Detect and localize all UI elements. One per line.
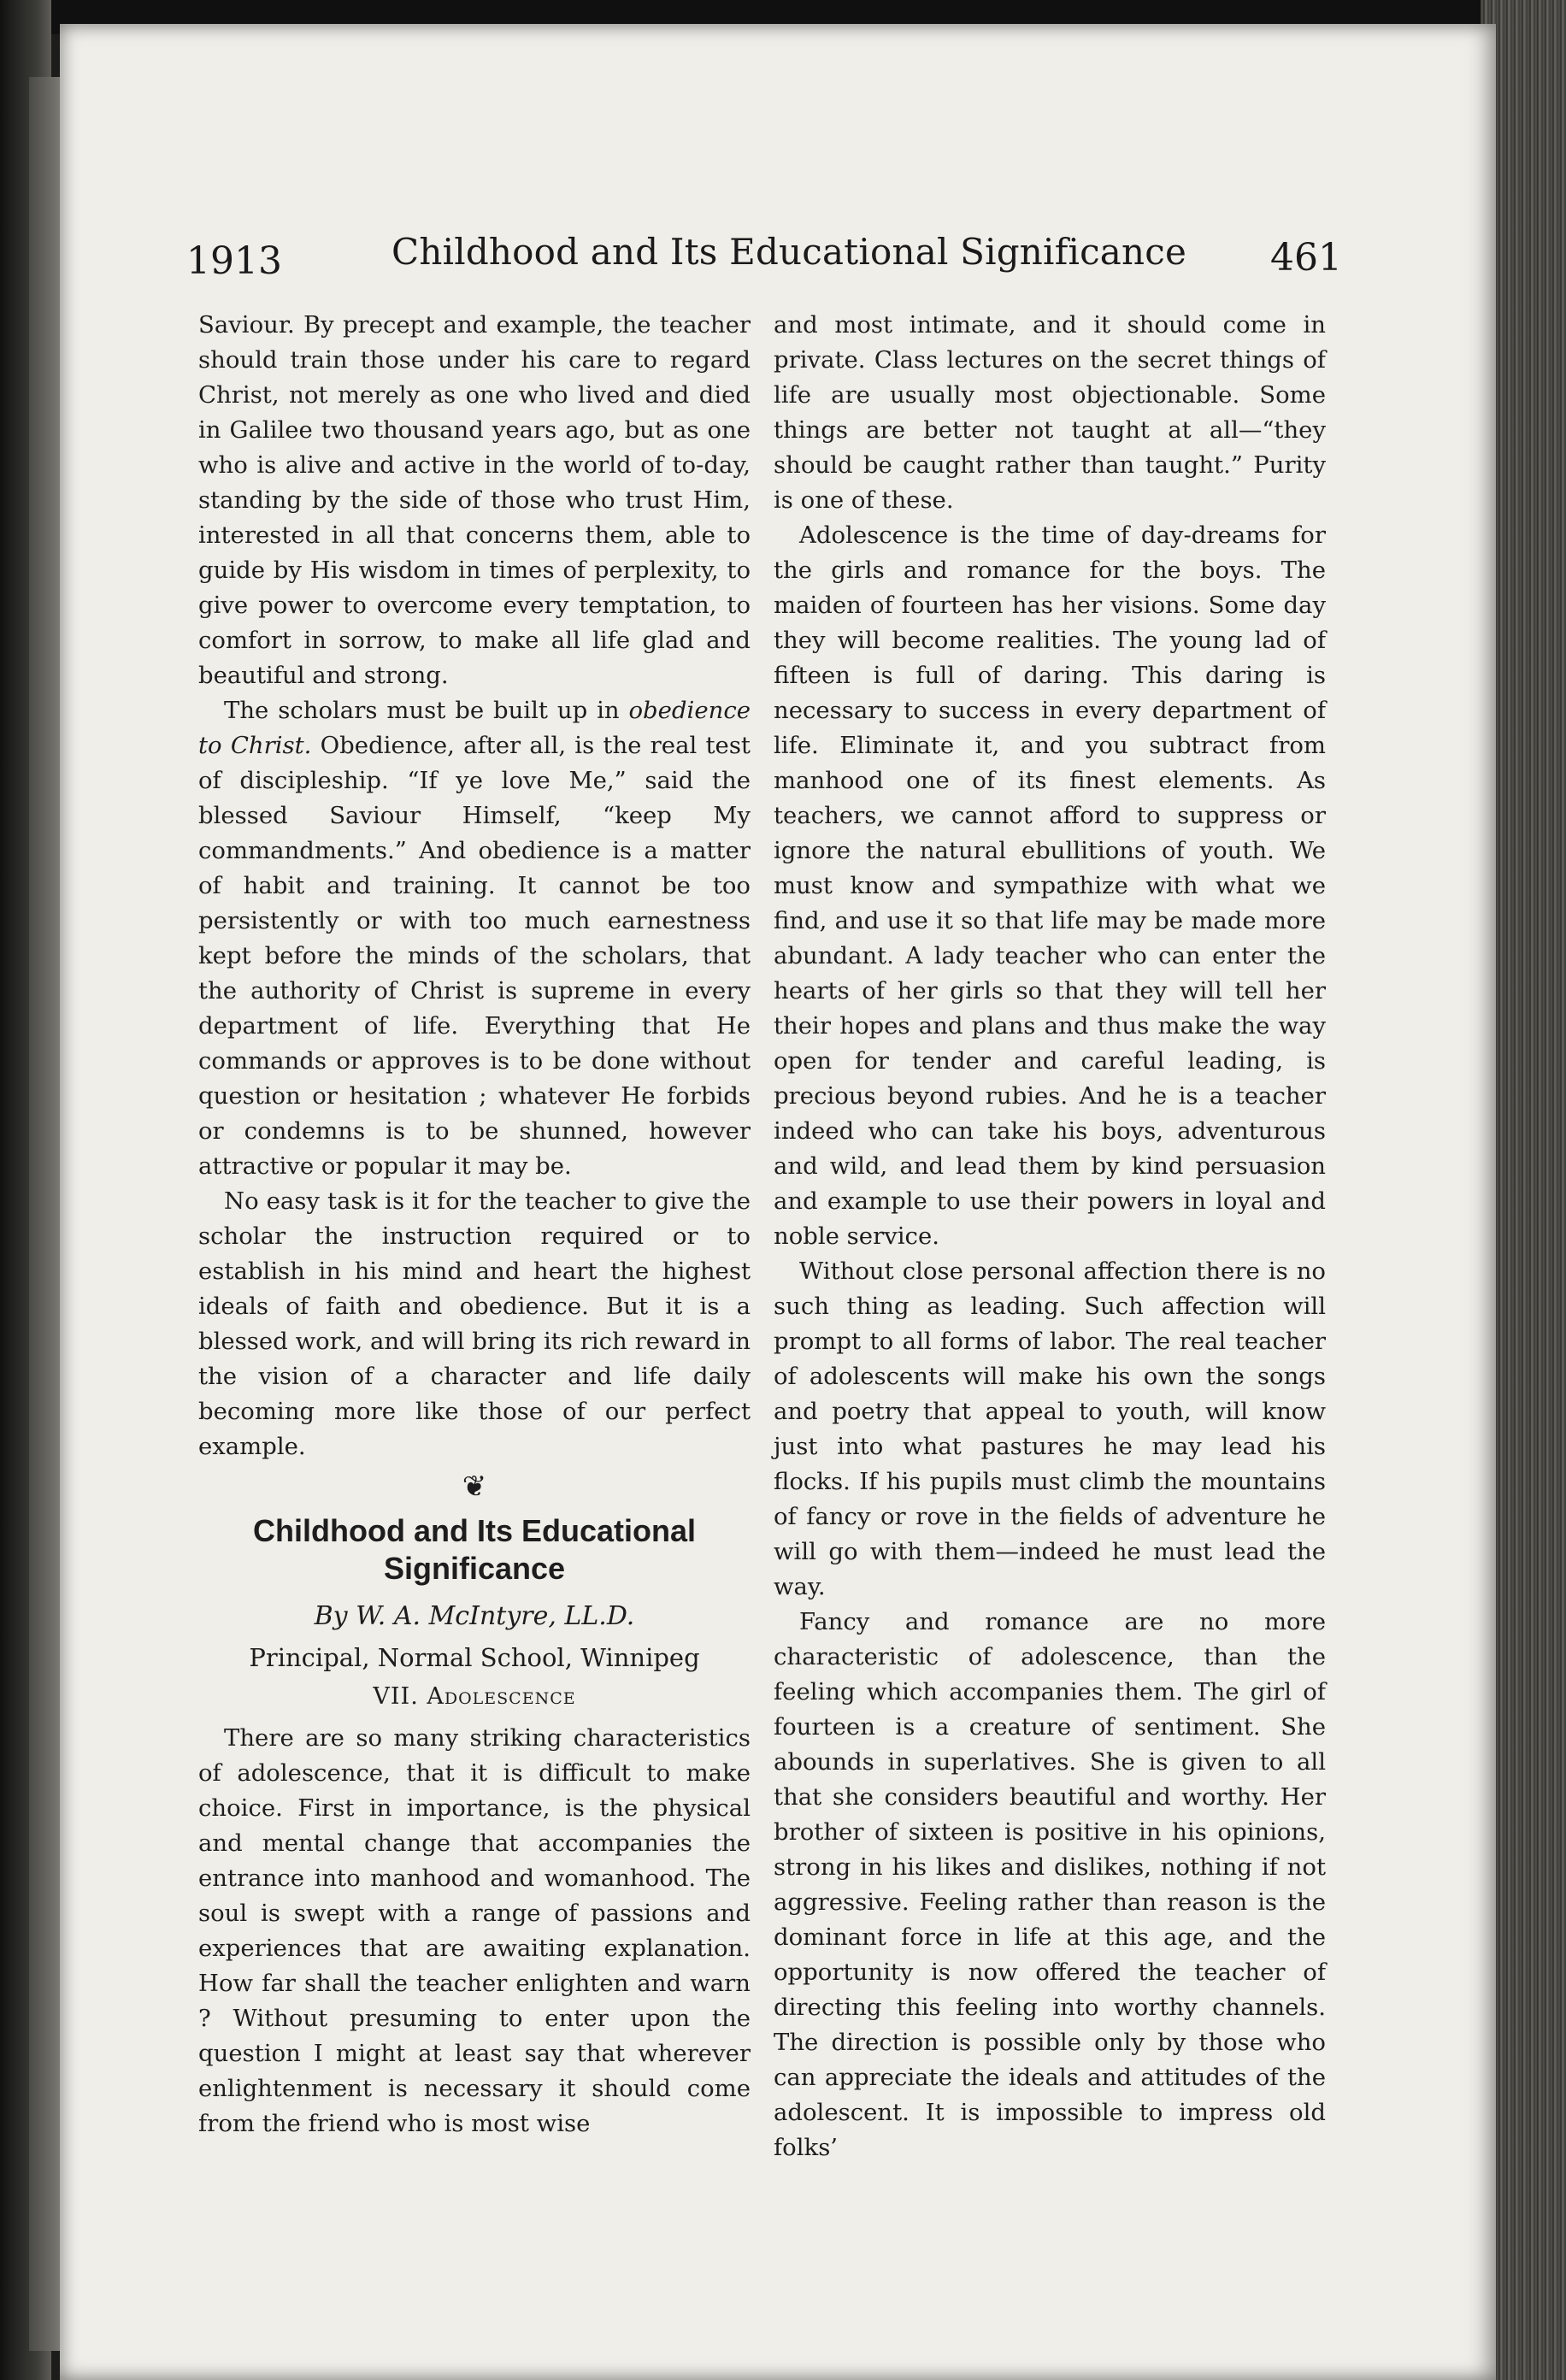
paragraph: and most intimate, and it should come in private. Class lectures on the secret things of life are usually most objectionable. Some things are better not taught at all—“they should be caught rather than taught.” Purity is one of these. [774, 311, 1326, 514]
paragraph: Fancy and romance are no more characteristic of adolescence, than the feeling which accompanies them. The girl of fourteen is a creature of sentiment. She abounds in superlatives. She is given to all that she considers beautiful and worthy. Her brother of sixteen is positive in his opinions, strong in his likes and dislikes, nothing if not aggressive. Feeling rather than reason is the dominant force in life at this age, and the opportunity is now offered the teacher of directing this feeling into worthy channels. The direction is possible only by those who can appreciate the ideals and attitudes of the adolescent. It is impossible to impress old folks’ [774, 1608, 1326, 2161]
author-byline: By W. A. McIntyre, LL.D. [314, 1601, 635, 1631]
header-year: 1913 [186, 239, 282, 283]
header-title: Childhood and Its Educational Significance [392, 231, 1187, 273]
page-number: 461 [1270, 236, 1342, 280]
paragraph [198, 693, 751, 1184]
paragraph: There are so many striking characteristics of adolescence, that it is difficult to make choice. First in importance, is the physical and mental change that accompanies the entrance into manhood and womanhood. The soul is swept with a range of passions and experiences that are awaiting explanation. How far shall the teacher enlighten and warn ? Without presuming to enter upon the question I might at least say that wherever enlightenment is necessary it should come from the friend who is most wise [198, 1724, 751, 2137]
paragraph-rest: Obedience, after all, is the real test of discipleship. “If ye love Me,” said the blessed Saviour Himself, “keep My commandments.” And obedience is a matter of habit and training. It cannot be too persistently or with too much earnestness kept before the minds of the scholars, that the authority of Christ is supreme in every department of life. Everything that He commands or approves is to be done without question or hesitation ; whatever He forbids or condemns is to be shunned, however attractive or popular it may be. [198, 732, 751, 1180]
emphasis-text: obedience to Christ. [198, 697, 751, 759]
section-heading: VII. Adolescence [373, 1683, 576, 1710]
fleuron-ornament: ❦ [462, 1470, 487, 1504]
paragraph: Without close personal affection there is no such thing as leading. Such affection will prompt to all forms of labor. The real teacher of adolescents will make his own the songs and poetry that appeal to youth, will know just into what pastures he may lead his flocks. If his pupils must climb the mountains of fancy or rove in the fields of adventure he will go with them—indeed he must lead the way. [774, 1258, 1326, 1600]
author-affiliation: Principal, Normal School, Winnipeg [249, 1643, 700, 1672]
paragraph: No easy task is it for the teacher to give the scholar the instruction required or to establish in his mind and heart the highest ideals of faith and obedience. But it is a blessed work, and will bring its rich reward in the vision of a character and life daily becoming more like those of our perfect example. [198, 1187, 751, 1460]
paragraph-lead: The scholars must be built up in [224, 697, 620, 724]
article-title: Childhood and Its Educational Significance [253, 1513, 696, 1586]
paragraph: Adolescence is the time of day-dreams for the girls and romance for the boys. The maiden of fourteen has her visions. Some day they will become realities. The young lad of fifteen is full of daring. This daring is necessary to success in every department of life. Eliminate it, and you subtract from manhood one of its finest elements. As teachers, we cannot afford to suppress or ignore the natural ebullitions of youth. We must know and sympathize with what we find, and use it so that life may be made more abundant. A lady teacher who can enter the hearts of her girls so that they will tell her their hopes and plans and thus make the way open for tender and careful leading, is precious beyond rubies. And he is a teacher indeed who can take his boys, adventurous and wild, and lead them by kind persuasion and example to use their powers in loyal and noble service. [774, 521, 1326, 1250]
left-column [198, 308, 751, 2141]
right-column [774, 308, 1326, 2165]
paragraph: Saviour. By precept and example, the teacher should train those under his care to regard Christ, not merely as one who lived and died in Galilee two thousand years ago, but as one who is alive and active in the world of to-day, standing by the side of those who trust Him, interested in all that concerns them, able to guide by His wisdom in times of perplexity, to give power to overcome every temptation, to comfort in sorrow, to make all life glad and beautiful and strong. [198, 311, 751, 689]
running-header [186, 229, 1342, 289]
book-spine-edge [0, 0, 51, 2380]
